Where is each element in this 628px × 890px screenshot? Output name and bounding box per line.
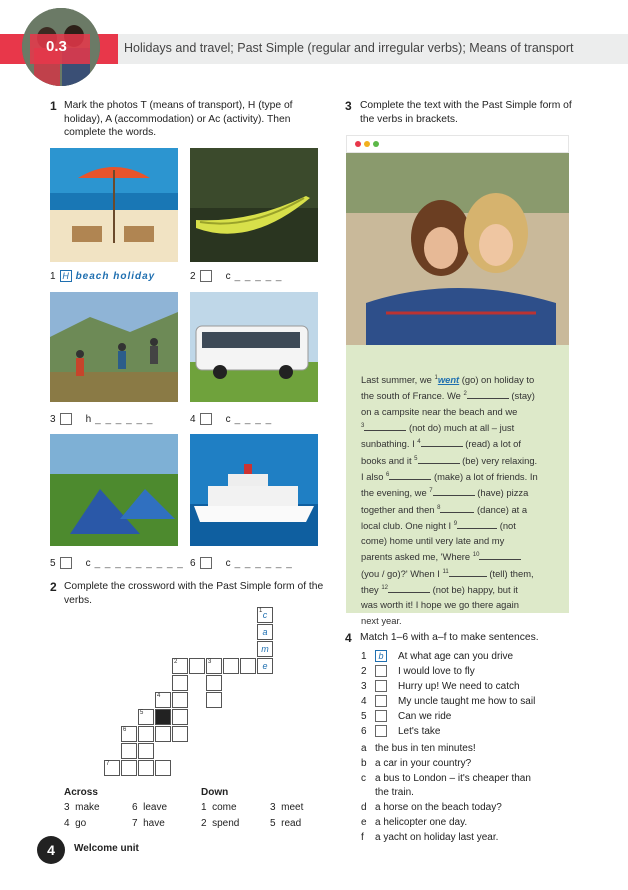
match-row-5: [361, 710, 451, 722]
story-line: (tell) them,: [486, 567, 534, 579]
story-line: the evening, we: [361, 487, 430, 499]
crossword-cell[interactable]: [121, 743, 137, 759]
crossword-cell[interactable]: [172, 726, 188, 742]
match-number: 6: [361, 725, 367, 737]
word-start: c: [225, 557, 231, 569]
page-number: 4: [37, 836, 65, 864]
crossword-cell[interactable]: [138, 726, 154, 742]
item-number: 2: [190, 270, 196, 282]
ex2-instruction: Complete the crossword with the Past Simple form of the verbs.: [64, 581, 324, 606]
clue-word: leave: [143, 802, 168, 813]
ending-letter: f: [361, 832, 364, 843]
ending-c: [361, 773, 531, 784]
clue-number: 7: [132, 818, 138, 829]
clue-down-3: [270, 802, 303, 813]
gap-number: 2: [463, 391, 467, 398]
story-line: parents asked me, 'Where: [361, 551, 473, 563]
word-start: h: [85, 413, 92, 425]
crossword-black-cell: [155, 709, 171, 725]
clue-word: read: [281, 818, 302, 829]
gap-number: 7: [429, 488, 433, 495]
crossword-number: 4: [157, 693, 161, 699]
clue-down-1: [201, 802, 237, 813]
ex1-number: 1: [50, 99, 57, 113]
crossword-number: 6: [123, 727, 127, 733]
match-number: 2: [361, 665, 367, 677]
clue-number: 2: [201, 818, 207, 829]
gap-number: 9: [453, 520, 458, 527]
clue-across-7: [132, 818, 165, 829]
gap-number: 11: [442, 568, 449, 575]
down-title: Down: [201, 787, 229, 798]
example-answer: beach holiday: [75, 270, 156, 282]
clue-down-5: [270, 818, 301, 829]
story-line: together and then: [361, 503, 438, 515]
crossword-cell[interactable]: [240, 658, 256, 674]
story-line: books and it: [361, 454, 415, 466]
match-row-1: [361, 650, 513, 662]
gap-4[interactable]: [421, 436, 463, 447]
gap-11[interactable]: [449, 566, 487, 577]
ending-letter: b: [361, 758, 367, 769]
ex2-number: 2: [50, 580, 57, 594]
ending-text: the bus in ten minutes!: [375, 743, 476, 754]
match-box[interactable]: [375, 710, 387, 722]
answer-box[interactable]: H: [60, 270, 72, 282]
clue-number: 1: [201, 802, 207, 813]
story-line: come) home until very late and my: [361, 535, 505, 547]
crossword-cell[interactable]: [223, 658, 239, 674]
story-line: (be) very relaxing.: [459, 454, 538, 466]
ending-e: [361, 817, 467, 828]
match-row-6: [361, 725, 441, 737]
story-line: (not be) happy, but it: [430, 584, 518, 596]
story-line: on a campsite near the beach and we: [361, 405, 518, 417]
gap-2[interactable]: [467, 388, 509, 399]
ex1-instruction: Mark the photos T (means of transport), H (type of holiday), A (accommodation) or Ac (activity). Then complete the words.: [64, 100, 293, 138]
clue-number: 4: [64, 818, 70, 829]
story-line: (have) pizza: [474, 487, 529, 499]
match-box[interactable]: [375, 665, 387, 677]
ending-a: [361, 743, 476, 754]
ending-letter: e: [361, 817, 367, 828]
crossword-cell[interactable]: [189, 658, 205, 674]
item-number: 5: [50, 557, 56, 569]
word-blank[interactable]: _ _ _ _: [234, 413, 273, 425]
crossword-cell[interactable]: [121, 760, 137, 776]
crossword-cell[interactable]: [172, 675, 188, 691]
story-line: (not: [497, 519, 516, 531]
dot-red-icon: [355, 141, 361, 147]
word-blank[interactable]: _ _ _ _ _ _ _ _ _: [94, 557, 184, 569]
gap-number: 12: [381, 585, 389, 592]
gap-number: 6: [386, 471, 390, 478]
item-number: 1: [50, 270, 56, 282]
ex3-number: 3: [345, 99, 352, 113]
story-line: (make) a lot of friends. In: [431, 470, 538, 482]
crossword-number: 2: [174, 659, 178, 665]
gap-number: 1: [434, 375, 438, 381]
ending-letter: d: [361, 802, 367, 813]
crossword-cell[interactable]: [206, 675, 222, 691]
footer-label: Welcome unit: [74, 843, 139, 854]
word-blank[interactable]: _ _ _ _ _ _: [95, 413, 154, 425]
story-line: (go) on holiday to: [459, 374, 535, 386]
clue-word: make: [75, 802, 100, 813]
gap-number: 8: [437, 504, 441, 511]
gap-number: 3: [361, 422, 365, 429]
gap-5[interactable]: [418, 453, 460, 464]
match-number: 5: [361, 710, 367, 722]
story-line: local club. One night I: [361, 519, 454, 531]
clue-word: go: [75, 818, 87, 829]
dot-yellow-icon: [364, 141, 370, 147]
gap-number: 10: [472, 552, 480, 559]
unit-number: 0.3: [46, 38, 67, 55]
clue-number: 3: [270, 802, 276, 813]
story-line: was worth it! I hope we go there again: [361, 599, 519, 611]
item-number: 4: [190, 413, 196, 425]
match-row-3: [361, 680, 520, 692]
match-row-2: [361, 665, 475, 677]
match-number: 3: [361, 680, 367, 692]
story-line: (you / go)?' When I: [361, 567, 443, 579]
word-blank[interactable]: _ _ _ _ _: [234, 270, 283, 282]
crossword-cell[interactable]: m: [257, 641, 273, 657]
ending-text: a yacht on holiday last year.: [375, 832, 499, 843]
clue-down-2: [201, 818, 239, 829]
clue-across-3: [64, 802, 100, 813]
clue-word: have: [143, 818, 165, 829]
page-title: Holidays and travel; Past Simple (regular and irregular verbs); Means of transport: [124, 41, 574, 55]
gap-8[interactable]: [440, 502, 474, 513]
clue-word: come: [212, 802, 237, 813]
clue-across-4: [64, 818, 86, 829]
word-start: c: [225, 270, 231, 282]
ending-text: a bus to London – it's cheaper than: [375, 773, 531, 784]
story-line: (read) a lot of: [462, 438, 522, 450]
match-number: 1: [361, 650, 367, 662]
match-text: Let's take: [398, 725, 441, 737]
story-photo: [346, 153, 569, 345]
story-line: they: [361, 584, 382, 596]
crossword-cell[interactable]: [138, 760, 154, 776]
gap-9[interactable]: [457, 518, 497, 529]
ending-f: [361, 832, 498, 843]
ex3-instruction: Complete the text with the Past Simple form of the verbs in brackets.: [360, 100, 572, 125]
gap-10[interactable]: [479, 549, 521, 560]
ending-text: the train.: [375, 787, 414, 798]
story-text: [361, 371, 566, 628]
crossword-number: 3: [208, 659, 212, 665]
window-bar: [346, 135, 569, 153]
ending-text: a car in your country?: [375, 758, 472, 769]
clue-number: 5: [270, 818, 276, 829]
story-line: (dance) at a: [474, 503, 528, 515]
story-line: (stay): [508, 390, 535, 402]
match-text: My uncle taught me how to sail: [398, 695, 536, 707]
ex4-number: 4: [345, 631, 352, 645]
crossword-number: 5: [140, 710, 144, 716]
clue-word: meet: [281, 802, 304, 813]
crossword-cell[interactable]: [155, 726, 171, 742]
crossword-cell[interactable]: [138, 743, 154, 759]
across-title: Across: [64, 787, 98, 798]
crossword-cell[interactable]: [172, 709, 188, 725]
crossword-cell[interactable]: e: [257, 658, 273, 674]
match-text: Can we ride: [398, 710, 452, 722]
crossword-cell[interactable]: [172, 692, 188, 708]
match-text: At what age can you drive: [398, 650, 514, 662]
story-line: (not do) much at all – just: [406, 421, 515, 433]
crossword-cell[interactable]: c: [257, 607, 273, 623]
ex4-instruction: Match 1–6 with a–f to make sentences.: [360, 632, 539, 643]
crossword-number: 1: [259, 608, 263, 614]
match-row-4: [361, 695, 535, 707]
story-line: sunbathing. I: [361, 438, 418, 450]
clue-across-6: [132, 802, 167, 813]
item-number: 6: [190, 557, 196, 569]
ending-c-cont: [361, 787, 414, 798]
gap-number: 5: [414, 455, 418, 462]
story-line: next year.: [361, 614, 402, 626]
crossword-cell[interactable]: [206, 692, 222, 708]
match-box[interactable]: [375, 680, 387, 692]
story-line: I also: [361, 470, 387, 482]
match-text: Hurry up! We need to catch: [398, 680, 520, 692]
match-box[interactable]: [375, 695, 387, 707]
crossword-cell[interactable]: a: [257, 624, 273, 640]
ending-d: [361, 802, 502, 813]
ending-letter: c: [361, 773, 366, 784]
ending-letter: a: [361, 743, 367, 754]
dot-green-icon: [373, 141, 379, 147]
story-line: the south of France. We: [361, 390, 464, 402]
match-number: 4: [361, 695, 367, 707]
gap-7[interactable]: [433, 485, 475, 496]
story-line: Last summer, we: [361, 374, 435, 386]
example-answer: went: [437, 374, 460, 386]
ending-text: a horse on the beach today?: [375, 802, 502, 813]
word-blank[interactable]: _ _ _ _ _ _: [234, 557, 293, 569]
gap-number: 4: [417, 439, 421, 446]
word-start: c: [225, 413, 231, 425]
clue-number: 3: [64, 802, 70, 813]
crossword-cell[interactable]: [155, 760, 171, 776]
match-text: I would love to fly: [398, 665, 475, 677]
clue-number: 6: [132, 802, 138, 813]
gap-6[interactable]: [389, 469, 431, 480]
item-number: 3: [50, 413, 56, 425]
clue-word: spend: [212, 818, 240, 829]
word-start: c: [85, 557, 91, 569]
ending-text: a helicopter one day.: [375, 817, 468, 828]
match-box[interactable]: b: [375, 650, 387, 662]
crossword-number: 7: [106, 761, 110, 767]
gap-12[interactable]: [388, 582, 430, 593]
gap-3[interactable]: [364, 420, 406, 431]
ending-b: [361, 758, 471, 769]
match-box[interactable]: [375, 725, 387, 737]
